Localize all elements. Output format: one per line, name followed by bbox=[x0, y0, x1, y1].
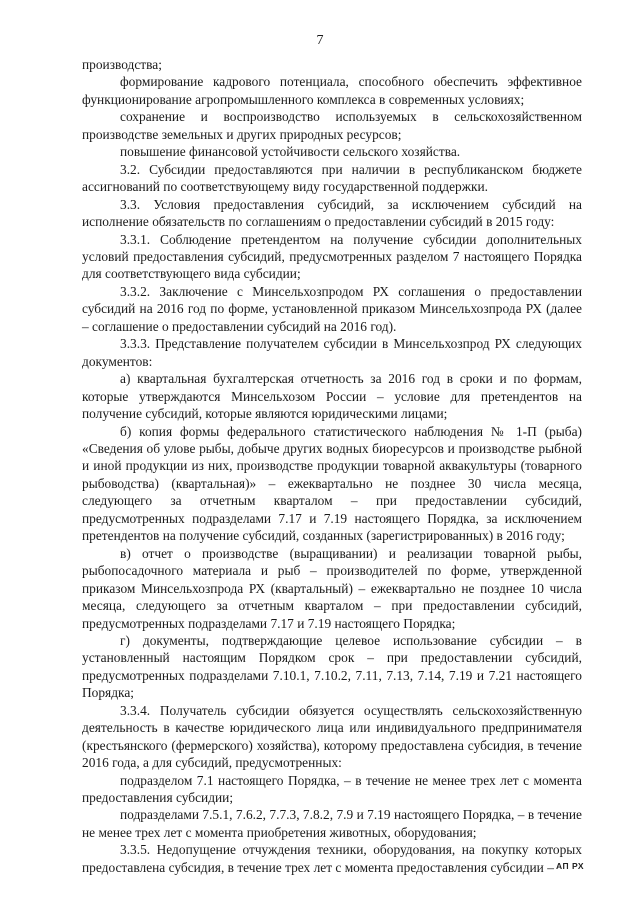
paragraph-9: 3.3.3. Представление получателем субсидии в Минсельхозпрод РХ следующих документов: bbox=[82, 336, 582, 369]
paragraph-14: 3.3.4. Получатель субсидии обязуется осуществлять сельскохозяйственную деятельность в качестве юридического лица или индивидуального предпринимателя (крестьянского (фермерского) хозяйства), которому предоставлена субсидия, в течение 2016 года, а для субсидий, предусмотренных: bbox=[82, 702, 582, 771]
paragraph-6: 3.3. Условия предоставления субсидий, за исключением субсидий на исполнение обязательств по соглашениям о предоставлении субсидий в 2015 году: bbox=[82, 196, 582, 230]
document-body bbox=[82, 56, 585, 876]
paragraph-4: повышение финансовой устойчивости сельского хозяйства. bbox=[120, 144, 461, 160]
paragraph-2: формирование кадрового потенциала, способного обеспечить эффективное функционирование агропромышленного комплекса в современных условиях; bbox=[82, 74, 582, 107]
paragraph-8: 3.3.2. Заключение с Минсельхозпродом РХ соглашения о предоставлении субсидий на 2016 год по форме, установленной приказом Минсельхозпрода РХ (далее – соглашение о предоставлении субсидий на 2016 год). bbox=[82, 283, 582, 334]
paragraph-15: подразделом 7.1 настоящего Порядка, – в течение не менее трех лет с момента предоставления субсидии; bbox=[82, 772, 582, 806]
paragraph-1: производства; bbox=[82, 57, 162, 72]
paragraph-16: подразделами 7.5.1, 7.6.2, 7.7.3, 7.8.2, 7.9 и 7.19 настоящего Порядка, – в течение не менее трех лет с момента приобретения животных, оборудования; bbox=[82, 807, 582, 840]
page-number: 7 bbox=[316, 33, 324, 48]
paragraph-10: а) квартальная бухгалтерская отчетность за 2016 год в сроки и по формам, которые утверждаются Минсельхозом России – условие для претендентов на получение субсидий, которые являются юридическими лицами; bbox=[82, 371, 582, 422]
paragraph-13: г) документы, подтверждающие целевое использование субсидии – в установленный настоящим Порядком срок – при предоставлении субсидий, предусмотренных подразделами 7.10.1, 7.10.2, 7.11, 7.13, 7.14, 7.19 и 7.21 настоящего Порядка; bbox=[82, 632, 582, 701]
paragraph-11: б) копия формы федерального статистического наблюдения № 1-П (рыба) «Сведения об улове рыбы, добыче других водных биоресурсов и производстве рыбной и иной продукции из них, производстве продукции товарной аквакультуры (товарного рыбоводства) (квартальная)» – ежеквартально не позднее 30 числа месяца, следующего за отчетным кварталом – при предоставлении субсидий, предусмотренных подразделами 7.17 и 7.19 настоящего Порядка, за исключением претендентов на получение субсидий, созданных (зарегистрированных) в 2016 году; bbox=[82, 423, 582, 544]
paragraph-7: 3.3.1. Соблюдение претендентом на получение субсидии дополнительных условий предоставления субсидий, предусмотренных разделом 7 настоящего Порядка для соответствующего вида субсидии; bbox=[82, 231, 582, 282]
paragraph-12: в) отчет о производстве (выращивании) и реализации товарной рыбы, рыбопосадочного материала и рыб – производителей по форме, утвержденной приказом Минсельхозпрода РХ (квартальный) – ежеквартально не позднее 10 числа месяца, следующего за отчетным кварталом – при предоставлении субсидий, предусмотренных подразделами 7.17 и 7.19 настоящего Порядка; bbox=[82, 545, 582, 631]
footer-mark: АП РХ bbox=[556, 861, 585, 871]
paragraph-17: 3.3.5. Недопущение отчуждения техники, оборудования, на покупку которых предоставлена субсидия, в течение трех лет с момента предоставления субсидии – bbox=[82, 842, 582, 875]
paragraph-5: 3.2. Субсидии предоставляются при наличии в республиканском бюджете ассигнований по соответствующему виду государственной поддержки. bbox=[82, 161, 582, 195]
paragraph-3: сохранение и воспроизводство используемых в сельскохозяйственном производстве земельных и других природных ресурсов; bbox=[82, 109, 582, 142]
